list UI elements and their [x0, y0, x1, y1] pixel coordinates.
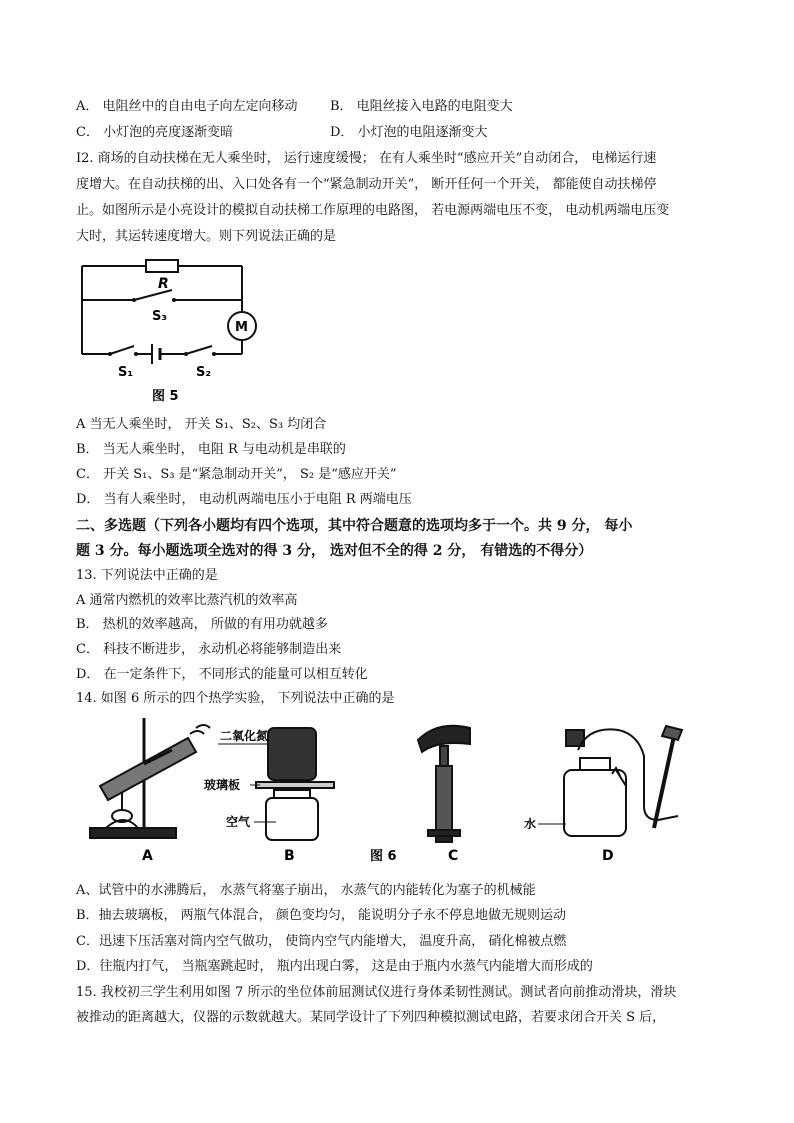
q12-option-d: D． 当有人乘坐时， 电动机两端电压小于电阻 R 两端电压 — [76, 492, 412, 507]
q15-stem-line2: 被推动的距离越大，仪器的示数就越大。某同学设计了下列四种模拟测试电路，若要求闭合开关 S 后， — [76, 1010, 666, 1025]
q12-option-c: C． 开关 S₁、S₃ 是“紧急制动开关”， S₂ 是“感应开关” — [76, 467, 397, 482]
section-2-heading-line2: 题 3 分。每小题选项全选对的得 3 分， 选对但不全的得 2 分， 有错选的不得分） — [76, 543, 593, 559]
label-water: 水 — [524, 817, 537, 831]
q12-option-b: B． 当无人乘坐时， 电阻 R 与电动机是串联的 — [76, 442, 346, 457]
experiment-a-label: A — [142, 848, 153, 864]
switch-s1-label: S₁ — [118, 365, 134, 380]
section-2-heading-line1: 二、多选题（下列各小题均有四个选项，其中符合题意的选项均多于一个。共 9 分， 每小 — [76, 518, 633, 534]
q11-option-a: A． 电阻丝中的自由电子向左定向移动 — [76, 99, 298, 114]
label-no2: 二氧化氮 — [220, 729, 269, 743]
resistor-label: R — [158, 276, 169, 292]
q13-option-c: C． 科技不断进步， 永动机必将能够制造出来 — [76, 642, 342, 657]
q11-option-b: B． 电阻丝接入电路的电阻变大 — [330, 99, 513, 114]
q12-stem-line4: 大时，其运转速度增大。则下列说法正确的是 — [76, 229, 337, 244]
q12-stem-line2: 度增大。在自动扶梯的出、入口处各有一个“紧急制动开关”， 断开任何一个开关， 都能使自动扶梯停 — [76, 177, 657, 192]
switch-s1-blade — [110, 346, 134, 354]
figure-6-caption: 图 6 — [370, 849, 397, 864]
experiment-d-drawing — [564, 726, 682, 836]
q14-option-c: C．迅速下压活塞对筒内空气做功， 使筒内空气内能增大， 温度升高， 硝化棉被点燃 — [76, 934, 567, 949]
q13-option-a: A 通常内燃机的效率比蒸汽机的效率高 — [76, 593, 298, 608]
q13-option-d: D． 在一定条件下， 不同形式的能量可以相互转化 — [76, 667, 368, 682]
switch-s3-label: S₃ — [152, 309, 168, 324]
experiment-a-drawing — [90, 718, 210, 838]
q13-option-b: B． 热机的效率越高， 所做的有用功就越多 — [76, 617, 328, 632]
label-air: 空气 — [226, 815, 251, 829]
experiment-c-drawing — [418, 726, 470, 842]
q11-option-d: D． 小灯泡的电阻逐渐变大 — [330, 125, 488, 140]
switch-s2-label: S₂ — [196, 365, 212, 380]
figure-6-experiments — [78, 716, 708, 872]
figure-5-circuit — [74, 252, 270, 408]
q14-option-b: B．抽去玻璃板， 两瓶气体混合， 颜色变均匀， 能说明分子永不停息地做无规则运动 — [76, 908, 566, 923]
label-glass-plate: 玻璃板 — [204, 778, 241, 792]
q11-option-c: C． 小灯泡的亮度逐渐变暗 — [76, 125, 234, 140]
q14-option-a: A、试管中的水沸腾后， 水蒸气将塞子崩出， 水蒸气的内能转化为塞子的机械能 — [76, 883, 536, 898]
experiment-c-label: C — [448, 848, 459, 864]
q15-stem-line1: 15. 我校初三学生利用如图 7 所示的坐位体前屈测试仪进行身体柔韧性测试。测试者向前推动滑块，滑块 — [76, 985, 677, 1000]
q13-stem: 13. 下列说法中正确的是 — [76, 568, 218, 583]
switch-s2-blade — [186, 346, 212, 354]
q14-option-d: D．往瓶内打气， 当瓶塞跳起时， 瓶内出现白雾， 这是由于瓶内水蒸气内能增大而形成的 — [76, 959, 593, 974]
figure-5-caption: 图 5 — [152, 389, 179, 404]
q14-stem: 14. 如图 6 所示的四个热学实验， 下列说法中正确的是 — [76, 691, 395, 706]
q12-stem-line1: I2. 商场的自动扶梯在无人乘坐时， 运行速度缓慢； 在有人乘坐时“感应开关”自动闭合， 电梯运行速 — [76, 151, 657, 166]
q12-option-a: A 当无人乘坐时， 开关 S₁、S₂、S₃ 均闭合 — [76, 417, 327, 432]
q12-stem-line3: 止。如图所示是小亮设计的模拟自动扶梯工作原理的电路图， 若电源两端电压不变， 电动机两端电压变 — [76, 203, 670, 218]
motor-label: M — [235, 320, 248, 335]
experiment-d-label: D — [602, 848, 614, 864]
experiment-b-label: B — [284, 848, 295, 864]
resistor-symbol — [146, 260, 178, 272]
